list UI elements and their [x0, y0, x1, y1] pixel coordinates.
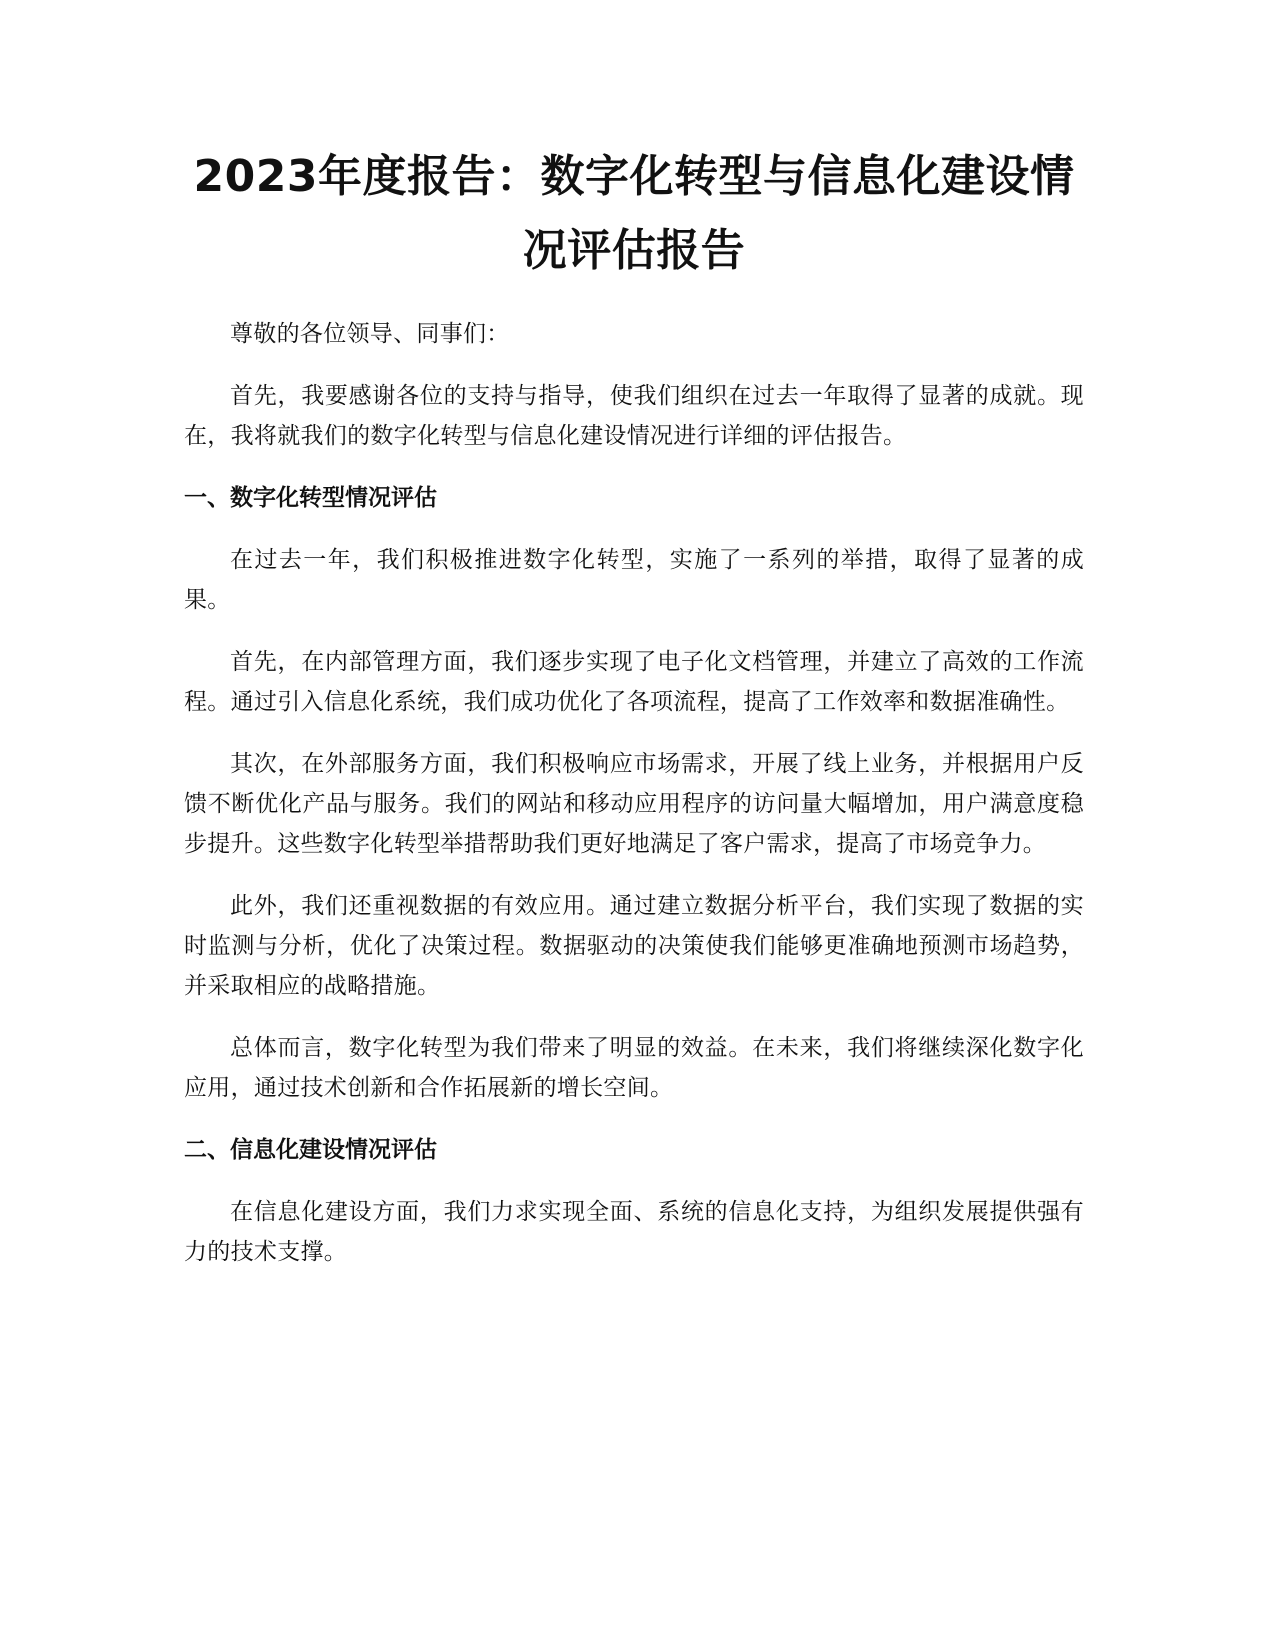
document-title: 2023年度报告：数字化转型与信息化建设情况评估报告 — [193, 151, 1075, 276]
intro-paragraph: 首先，我要感谢各位的支持与指导，使我们组织在过去一年取得了显著的成就。现在，我将就我们的数字化转型与信息化建设情况进行详细的评估报告。 — [184, 383, 1084, 449]
section-heading-digital-transformation: 一、数字化转型情况评估 — [184, 485, 437, 511]
section1-paragraph: 此外，我们还重视数据的有效应用。通过建立数据分析平台，我们实现了数据的实时监测与分析，优化了决策过程。数据驱动的决策使我们能够更准确地预测市场趋势，并采取相应的战略措施。 — [184, 893, 1084, 999]
section2-paragraph: 在信息化建设方面，我们力求实现全面、系统的信息化支持，为组织发展提供强有力的技术支撑。 — [184, 1199, 1084, 1265]
section1-paragraph: 其次，在外部服务方面，我们积极响应市场需求，开展了线上业务，并根据用户反馈不断优化产品与服务。我们的网站和移动应用程序的访问量大幅增加，用户满意度稳步提升。这些数字化转型举措帮助我们更好地满足了客户需求，提高了市场竞争力。 — [184, 751, 1084, 857]
document-body — [184, 314, 1084, 1272]
greeting: 尊敬的各位领导、同事们： — [230, 321, 510, 347]
section1-paragraph: 首先，在内部管理方面，我们逐步实现了电子化文档管理，并建立了高效的工作流程。通过引入信息化系统，我们成功优化了各项流程，提高了工作效率和数据准确性。 — [184, 649, 1084, 715]
section-heading-informatization: 二、信息化建设情况评估 — [184, 1137, 437, 1163]
section1-paragraph: 在过去一年，我们积极推进数字化转型，实施了一系列的举措，取得了显著的成果。 — [184, 547, 1084, 613]
section1-paragraph: 总体而言，数字化转型为我们带来了明显的效益。在未来，我们将继续深化数字化应用，通过技术创新和合作拓展新的增长空间。 — [184, 1035, 1084, 1101]
document-page — [184, 140, 1084, 1294]
